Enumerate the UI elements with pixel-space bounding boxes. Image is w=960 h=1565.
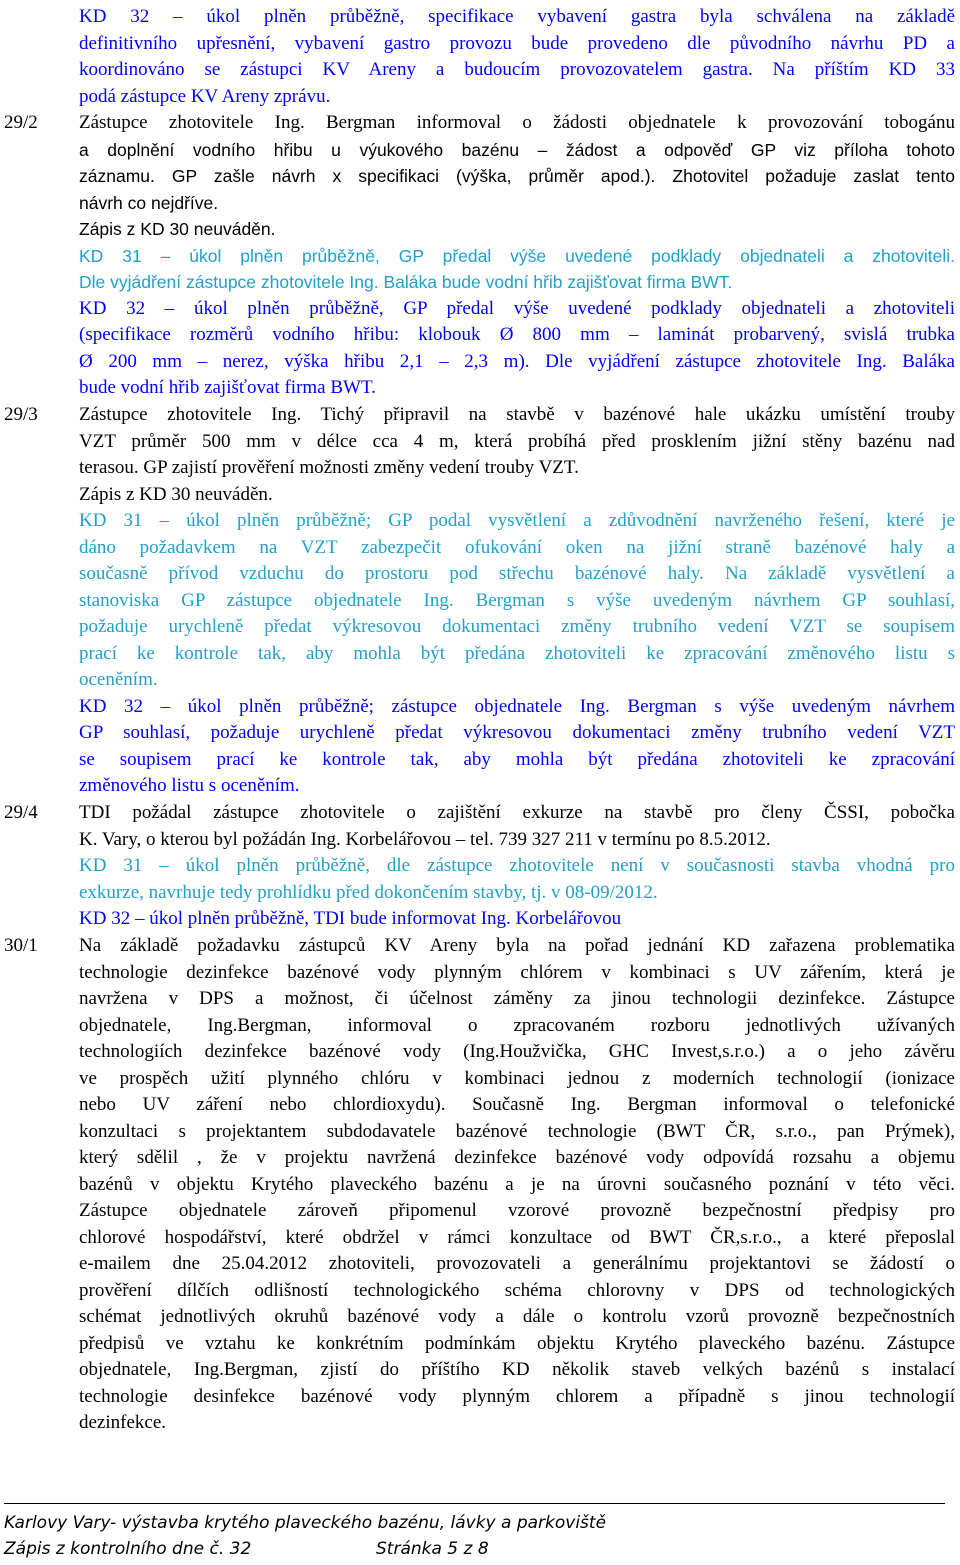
kd31-line: stanoviska GP zástupce objednatele Ing. Bergman s výše uvedeným návrhem GP souhlasí, bbox=[79, 589, 955, 611]
item-text-line: návrh co nejdříve. bbox=[79, 192, 219, 213]
kd32-line: KD 32 – úkol plněn průběžně, TDI bude informovat Ing. Korbelářovou bbox=[79, 908, 622, 929]
kd32-line: Ø 200 mm – nerez, výška hřibu 2,1 – 2,3 m). Dle vyjádření zástupce zhotovitele Ing. Baláka bbox=[79, 350, 955, 372]
footer-record-line bbox=[4, 1537, 904, 1561]
item-text-line: Zástupce zhotovitele Ing. Bergman informoval o žádosti objednatele k provozování tobogánu bbox=[79, 112, 955, 133]
item-content bbox=[79, 933, 955, 1437]
item-text-line: objednatele, Ing.Bergman, informoval o zpracovaném rozboru jednotlivých užívaných bbox=[79, 1014, 955, 1036]
footer-record: Zápis z kontrolního dne č. 32 bbox=[4, 1539, 252, 1559]
item-text-line: konzultaci s projektantem subdodavatele bazénové technologie (BWT ČR, s.r.o., pan Prýmek), bbox=[79, 1120, 955, 1142]
kd31-line: KD 31 – úkol plněn průběžně; GP podal vysvětlení a zdůvodnění navrženého řešení, které je bbox=[79, 510, 955, 531]
item-text-line: TDI požádal zástupce zhotovitele o zajištění exkurze na stavbě pro členy ČSSI, pobočka bbox=[79, 802, 955, 823]
item-text-line: terasou. GP zajistí prověření možnosti změny vedení trouby VZT. bbox=[79, 457, 579, 478]
item-content bbox=[79, 800, 955, 933]
item-text-line: záznamu. GP zašle návrh x specifikaci (výška, průměr apod.). Zhotovitel požaduje zaslat tento bbox=[79, 166, 955, 186]
item-number: 29/4 bbox=[4, 802, 38, 823]
kd32-line: KD 32 – úkol plněn průběžně; zástupce objednatele Ing. Bergman s výše uvedeným návrhem bbox=[79, 695, 955, 717]
item-text-line: VZT průměr 500 mm v délce cca 4 m, která probíhá před prosklením jižní stěny bazénu nad bbox=[79, 430, 955, 452]
kd32-line: KD 32 – úkol plněn průběžně, GP předal výše uvedené podklady objednateli a zhotoviteli bbox=[79, 297, 955, 319]
item-number: 29/3 bbox=[4, 404, 38, 425]
item-text-line: bazénů v objektu Krytého plaveckého bazénu a je na úrovni současného poznání v této věci. bbox=[79, 1173, 955, 1195]
item-text-line: který sdělil , že v projektu navržená dezinfekce bazénové vody odpovídá rozsahu a objemu bbox=[79, 1147, 955, 1168]
item-text-line: technologiích dezinfekce bazénové vody (Ing.Houžvička, GHC Invest,s.r.o.) a o jeho závěru bbox=[79, 1041, 955, 1062]
item-number: 29/2 bbox=[4, 112, 38, 133]
item-text-line: schémat jednotlivých okruhů bazénové vody a dále o kontrolu vzorů provozně bezpečnostních bbox=[79, 1306, 955, 1327]
kd31-line: Dle vyjádření zástupce zhotovitele Ing. Baláka bude vodní hřib zajišťovat firma BWT. bbox=[79, 272, 733, 292]
kd32-line: podá zástupce KV Areny zprávu. bbox=[79, 85, 331, 107]
kd31-line: KD 31 – úkol plněn průběžně, GP předal výše uvedené podklady objednateli a zhotoviteli. bbox=[79, 245, 955, 266]
item-text-line: nebo UV záření nebo chlordioxydu). Současně Ing. Bergman informoval o telefonické bbox=[79, 1094, 955, 1115]
item-content bbox=[79, 402, 955, 800]
item-text-line: a doplnění vodního hřibu u výukového bazénu – žádost a odpověď GP viz příloha tohoto bbox=[79, 139, 955, 160]
kd31-line: prací ke kontrole tak, aby mohla být předána zhotoviteli ke zpracování změnového listu s bbox=[79, 642, 955, 664]
kd32-line: koordinováno se zástupci KV Areny a budoucím provozovatelem gastra. Na příštím KD 33 bbox=[79, 59, 955, 80]
item-text-line: Zápis z KD 30 neuváděn. bbox=[79, 483, 273, 505]
kd32-line: GP souhlasí, požaduje urychleně předat výkresovou dokumentaci změny trubního vedení VZT bbox=[79, 722, 955, 743]
kd32-line: (specifikace rozměrů vodního hřibu: klobouk Ø 800 mm – laminát probarvený, svislá trubka bbox=[79, 324, 955, 345]
kd31-line: požaduje urychleně předat výkresovou dokumentaci změny trubního vedení VZT se soupisem bbox=[79, 616, 955, 637]
kd32-note bbox=[79, 4, 955, 110]
item-text-line: navržena v DPS a možnost, či účelnost záměny za jinou technologii dezinfekce. Zástupce bbox=[79, 988, 955, 1009]
kd31-line: současně přívod vzduchu do prostoru pod střechu bazénové haly. Na základě vysvětlení a bbox=[79, 563, 955, 584]
kd32-line: definitivního upřesnění, vybavení gastro provozu bude provedeno dle původního návrhu PD a bbox=[79, 32, 955, 54]
item-text-line: e-mailem dne 25.04.2012 zhotoviteli, provozovateli a generálnímu projektantovi se žádostí o bbox=[79, 1253, 955, 1274]
item-text-line: Zástupce objednatele zároveň připomenul vzorové provozně bezpečnostní předpisy pro bbox=[79, 1200, 955, 1221]
kd31-line: oceněním. bbox=[79, 669, 158, 690]
kd32-line: se soupisem prací ke kontrole tak, aby mohla být předána zhotoviteli ke zpracování bbox=[79, 748, 955, 770]
kd32-line: změnového listu s oceněním. bbox=[79, 775, 300, 796]
item-number: 30/1 bbox=[4, 935, 38, 956]
item-text-line: Na základě požadavku zástupců KV Areny byla na pořad jednání KD zařazena problematika bbox=[79, 935, 955, 956]
kd31-line: exkurze, navrhuje tedy prohlídku před dokončením stavby, tj. v 08-09/2012. bbox=[79, 881, 658, 903]
kd31-line: KD 31 – úkol plněn průběžně, dle zástupce zhotovitele není v současnosti stavba vhodná pro bbox=[79, 855, 955, 876]
footer-divider bbox=[4, 1503, 945, 1504]
footer-project: Karlovy Vary- výstavba krytého plaveckého bazénu, lávky a parkoviště bbox=[4, 1513, 607, 1533]
item-text-line: prověření dílčích odlišností technologického schéma chlorovny v DPS od technologických bbox=[79, 1279, 955, 1301]
item-text-line: chlorové hospodářství, které obdržel v rámci konzultace od BWT ČR,s.r.o., a které přeposlal bbox=[79, 1226, 955, 1248]
item-content bbox=[79, 110, 955, 402]
item-text-line: předpisů ve vztahu ke konkrétním podmínkám objektu Krytého plaveckého bazénu. Zástupce bbox=[79, 1332, 955, 1354]
kd32-line: bude vodní hřib zajišťovat firma BWT. bbox=[79, 377, 376, 398]
footer-page-number: Stránka 5 z 8 bbox=[376, 1539, 489, 1559]
item-text-line: K. Vary, o kterou byl požádán Ing. Korbelářovou – tel. 739 327 211 v termínu po 8.5.2012. bbox=[79, 828, 771, 850]
item-text-line: ve prospěch užití plynného chlóru v kombinaci jednou z moderních technologií (ionizace bbox=[79, 1067, 955, 1089]
item-text-line: Zápis z KD 30 neuváděn. bbox=[79, 219, 276, 239]
item-text-line: technologie dezinfekce bazénové vody plynným chlórem v kombinaci s UV zářením, která je bbox=[79, 961, 955, 983]
item-text-line: dezinfekce. bbox=[79, 1412, 167, 1433]
kd31-line: dáno požadavkem na VZT zabezpečit ofukování oken na jižní straně bazénové haly a bbox=[79, 536, 955, 558]
item-text-line: Zástupce zhotovitele Ing. Tichý připravil na stavbě v bazénové hale ukázku umístění trouby bbox=[79, 404, 955, 425]
kd32-line: KD 32 – úkol plněn průběžně, specifikace vybavení gastra byla schválena na základě bbox=[79, 6, 955, 27]
item-text-line: objednatele, Ing.Bergman, zjistí do příštího KD několik staveb velkých bazénů s instalací bbox=[79, 1359, 955, 1380]
item-text-line: technologie desinfekce bazénové vody plynným chlorem a případně s jinou technologií bbox=[79, 1385, 955, 1407]
